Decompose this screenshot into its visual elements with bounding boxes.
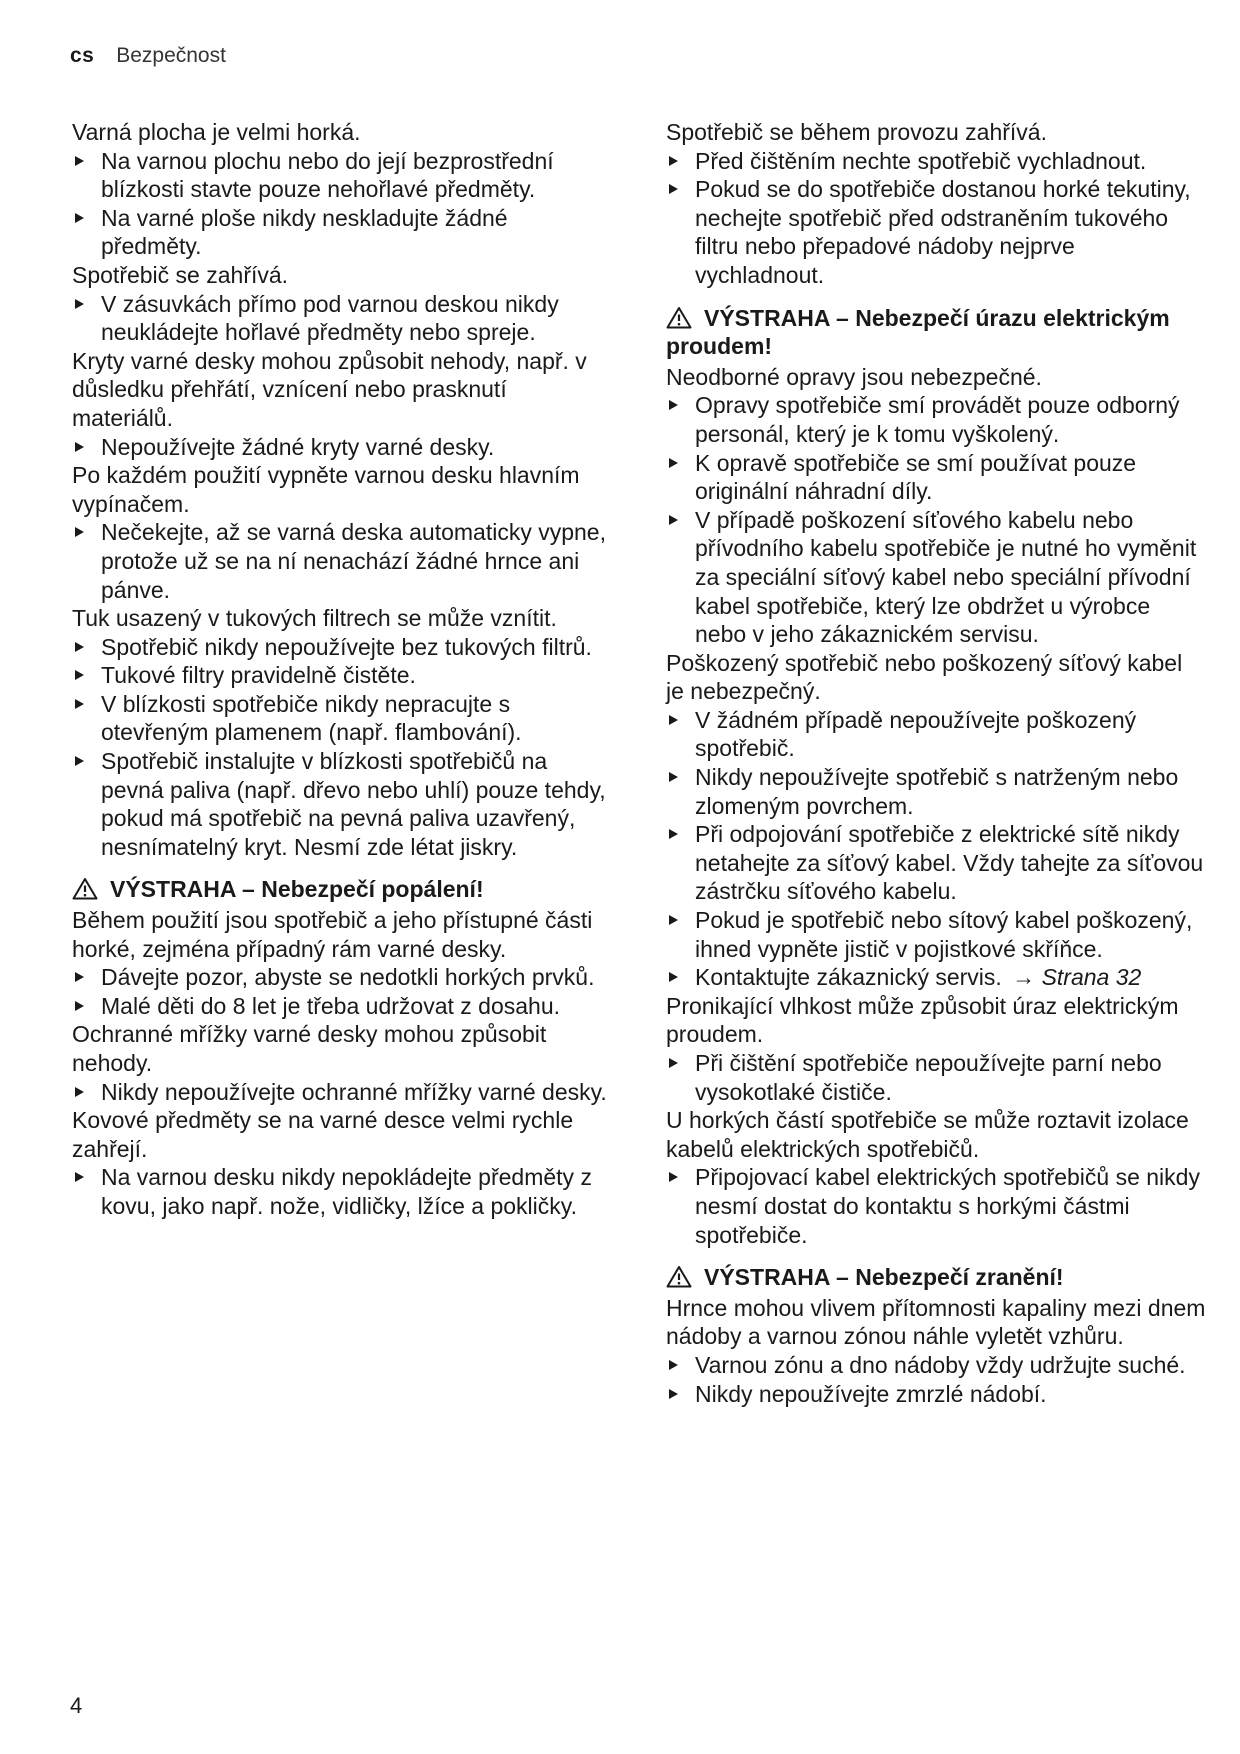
arrow-right-icon: → (1012, 964, 1036, 991)
bullet-item: Před čištěním nechte spotřebič vychladnout. (666, 147, 1206, 176)
body-paragraph: Ochranné mřížky varné desky mohou způsobit nehody. (72, 1021, 547, 1076)
bullet-item: Nečekejte, až se varná deska automaticky vypne, protože už se na ní nenachází žádné hrnce ani pánve. (72, 518, 612, 604)
bullet-item: Na varnou desku nikdy nepokládejte předměty z kovu, jako např. nože, vidličky, lžíce a pokličky. (72, 1163, 612, 1220)
bullet-item: Spotřebič instalujte v blízkosti spotřebičů na pevná paliva (např. dřevo nebo uhlí) pouze tehdy, pokud má spotřebič na pevná paliva uzavřený, nesnímatelný kryt. Nesmí zde létat jiskry. (72, 747, 612, 861)
bullet-text: Kontaktujte zákaznický servis. (695, 964, 1002, 991)
bullet-item: Nikdy nepoužívejte ochranné mřížky varné desky. (72, 1078, 612, 1107)
bullet-item: V žádném případě nepoužívejte poškozený spotřebič. (666, 706, 1206, 763)
bullet-item: Na varnou plochu nebo do její bezprostřední blízkosti stavte pouze nehořlavé předměty. (72, 147, 612, 204)
section-title: Bezpečnost (116, 44, 226, 67)
bullet-item: Při čištění spotřebiče nepoužívejte parní nebo vysokotlaké čističe. (666, 1049, 1206, 1106)
warning-heading-text: VÝSTRAHA – Nebezpečí zranění! (704, 1264, 1064, 1291)
warning-heading-text: VÝSTRAHA – Nebezpečí popálení! (110, 876, 484, 903)
bullet-item: Nikdy nepoužívejte spotřebič s natrženým nebo zlomeným povrchem. (666, 763, 1206, 820)
body-paragraph: Spotřebič se zahřívá. (72, 261, 289, 288)
bullet-item: Spotřebič nikdy nepoužívejte bez tukových filtrů. (72, 633, 612, 662)
bullet-item: Připojovací kabel elektrických spotřebičů se nikdy nesmí dostat do kontaktu s horkými částmi spotřebiče. (666, 1163, 1206, 1249)
body-paragraph: Tuk usazený v tukových filtrech se může vznítit. (72, 605, 557, 632)
warning-triangle-icon (666, 1265, 692, 1288)
bullet-item: Při odpojování spotřebiče z elektrické sítě nikdy netahejte za síťový kabel. Vždy tahejte za síťovou zástrčku síťového kabelu. (666, 820, 1206, 906)
body-paragraph: U horkých částí spotřebiče se může roztavit izolace kabelů elektrických spotřebičů. (666, 1107, 1189, 1162)
bullet-item: Opravy spotřebiče smí provádět pouze odborný personál, který je k tomu vyškolený. (666, 391, 1206, 448)
body-paragraph: Pronikající vlhkost může způsobit úraz elektrickým proudem. (666, 992, 1179, 1048)
body-paragraph: Hrnce mohou vlivem přítomnosti kapaliny mezi dnem nádoby a varnou zónou náhle vyletět vzhůru. (666, 1294, 1206, 1350)
bullet-item: V zásuvkách přímo pod varnou deskou nikdy neukládejte hořlavé předměty nebo spreje. (72, 290, 612, 347)
bullet-item: Na varné ploše nikdy neskladujte žádné předměty. (72, 204, 612, 261)
page-header (70, 44, 226, 68)
body-paragraph: Neodborné opravy jsou nebezpečné. (666, 363, 1042, 390)
warning-heading (72, 875, 612, 906)
bullet-item: Pokud je spotřebič nebo sítový kabel poškozený, ihned vypněte jistič v pojistkové skříňce. (666, 906, 1206, 963)
body-paragraph: Varná plocha je velmi horká. (72, 119, 361, 145)
warning-heading-text: VÝSTRAHA – Nebezpečí úrazu elektrickým proudem! (666, 304, 1170, 360)
warning-heading (666, 304, 1206, 363)
left-column (72, 118, 612, 1221)
bullet-item-with-reference (666, 963, 1206, 992)
page-number: 4 (70, 1693, 83, 1718)
language-code: cs (70, 44, 95, 67)
bullet-item: Pokud se do spotřebiče dostanou horké tekutiny, nechejte spotřebič před odstraněním tukového filtru nebo přepadové nádoby nejprve vychladnout. (666, 175, 1206, 289)
warning-triangle-icon (72, 877, 98, 900)
bullet-item: Tukové filtry pravidelně čistěte. (72, 661, 612, 690)
right-column (666, 118, 1206, 1408)
bullet-item: K opravě spotřebiče se smí používat pouze originální náhradní díly. (666, 449, 1206, 506)
body-paragraph: Poškozený spotřebič nebo poškozený síťový kabel je nebezpečný. (666, 649, 1183, 705)
bullet-item: V případě poškození síťového kabelu nebo přívodního kabelu spotřebiče je nutné ho vyměnit za speciální síťový kabel nebo speciální přívodní kabel spotřebiče, který lze obdržet u výrobce nebo v jeho zákaznickém servisu. (666, 506, 1206, 649)
body-paragraph: Po každém použití vypněte varnou desku hlavním vypínačem. (72, 462, 580, 517)
warning-heading (666, 1263, 1206, 1294)
bullet-item: V blízkosti spotřebiče nikdy nepracujte s otevřeným plamenem (např. flambování). (72, 690, 612, 747)
bullet-item: Malé děti do 8 let je třeba udržovat z dosahu. (72, 992, 612, 1021)
bullet-item: Varnou zónu a dno nádoby vždy udržujte suché. (666, 1351, 1206, 1380)
bullet-item: Dávejte pozor, abyste se nedotkli horkých prvků. (72, 963, 612, 992)
body-paragraph: Spotřebič se během provozu zahřívá. (666, 119, 1047, 145)
bullet-item: Nikdy nepoužívejte zmrzlé nádobí. (666, 1380, 1206, 1409)
bullet-item: Nepoužívejte žádné kryty varné desky. (72, 433, 612, 462)
body-paragraph: Kryty varné desky mohou způsobit nehody, např. v důsledku přehřátí, vznícení nebo prasknutí materiálů. (72, 347, 587, 431)
body-paragraph: Během použití jsou spotřebič a jeho přístupné části horké, zejména případný rám varné desky. (72, 907, 593, 962)
page-reference-link[interactable]: Strana 32 (1041, 964, 1142, 991)
body-paragraph: Kovové předměty se na varné desce velmi rychle zahřejí. (72, 1107, 574, 1162)
warning-triangle-icon (666, 306, 692, 329)
